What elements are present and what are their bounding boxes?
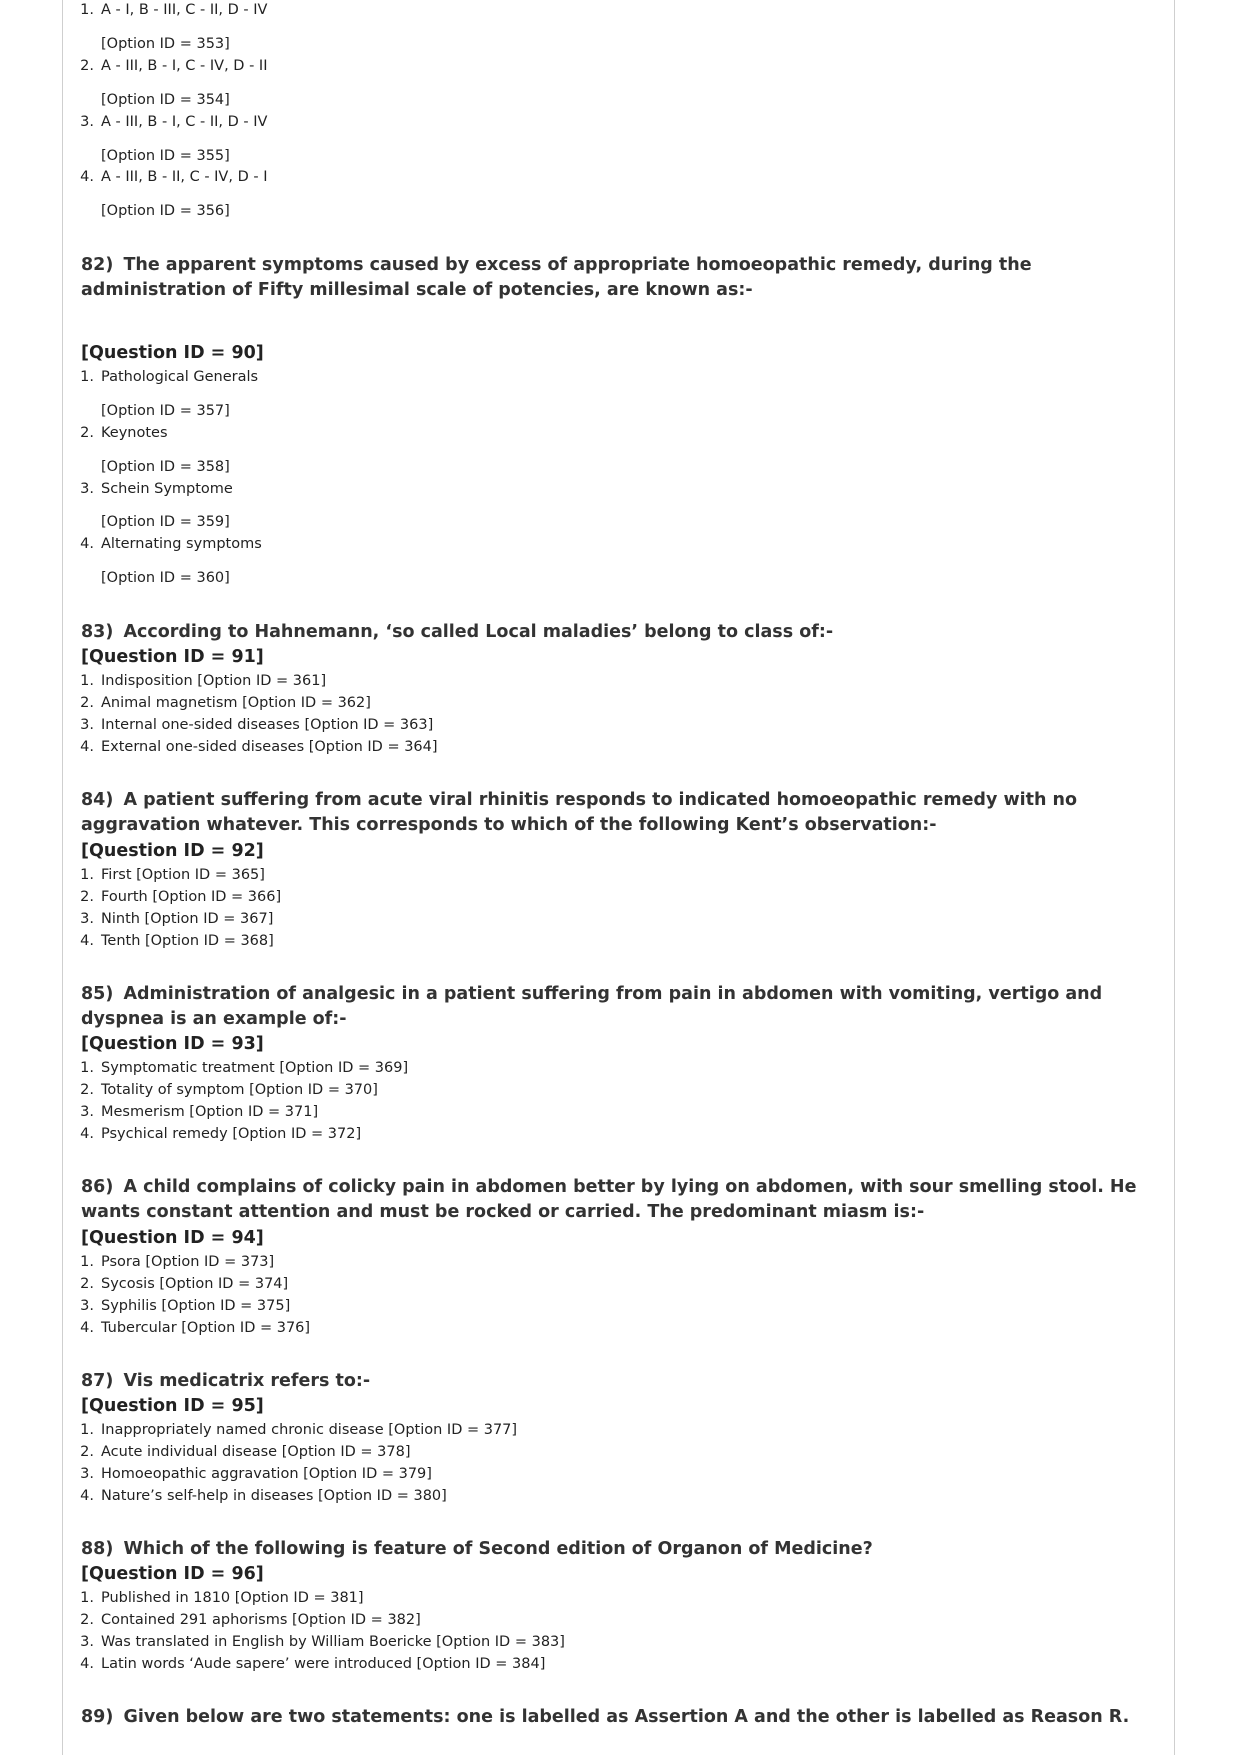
option-item: 3. Was translated in English by William Boericke [Option ID = 383] (80, 1634, 565, 1650)
question-id: [Question ID = 95] (81, 1396, 264, 1416)
option-id: [Option ID = 360] (101, 570, 230, 586)
question-text: 82) The apparent symptoms caused by excess of appropriate homoeopathic remedy, during the administration of Fifty millesimal scale of potencies, are known as:- (81, 255, 1032, 300)
option-id: [Option ID = 359] (101, 514, 230, 530)
option-item: 4. Psychical remedy [Option ID = 372] (80, 1126, 362, 1142)
question-text: 86) A child complains of colicky pain in abdomen better by lying on abdomen, with sour smelling stool. He wants constant attention and must be rocked or carried. The predominant miasm is:- (81, 1177, 1137, 1222)
option-item: 3. Internal one-sided diseases [Option ID = 363] (80, 717, 434, 733)
question-text: 89) Given below are two statements: one is labelled as Assertion A and the other is labelled as Reason R. (81, 1707, 1130, 1727)
question-id: [Question ID = 94] (81, 1228, 264, 1248)
option-item: 3. Syphilis [Option ID = 375] (80, 1298, 291, 1314)
question-id: [Question ID = 90] (81, 343, 264, 363)
question-text: 88) Which of the following is feature of Second edition of Organon of Medicine? (81, 1539, 873, 1559)
question-id: [Question ID = 96] (81, 1564, 264, 1584)
option-item: 4. Alternating symptoms (80, 536, 262, 552)
option-item: 2. A - III, B - I, C - IV, D - II (80, 58, 268, 74)
option-id: [Option ID = 354] (101, 92, 230, 108)
question-text: 83) According to Hahnemann, ‘so called Local maladies’ belong to class of:- (81, 622, 834, 642)
question-text: 87) Vis medicatrix refers to:- (81, 1371, 371, 1391)
option-item: 2. Keynotes (80, 425, 168, 441)
option-item: 4. A - III, B - II, C - IV, D - I (80, 169, 268, 185)
question-text: 85) Administration of analgesic in a patient suffering from pain in abdomen with vomiting, vertigo and dyspnea is an example of:- (81, 984, 1103, 1029)
option-item: 1. A - I, B - III, C - II, D - IV (80, 2, 268, 18)
option-item: 1. Inappropriately named chronic disease [Option ID = 377] (80, 1422, 518, 1438)
option-item: 2. Acute individual disease [Option ID = 378] (80, 1444, 411, 1460)
option-item: 2. Fourth [Option ID = 366] (80, 889, 282, 905)
option-item: 1. Symptomatic treatment [Option ID = 369] (80, 1060, 409, 1076)
option-item: 2. Contained 291 aphorisms [Option ID = 382] (80, 1612, 421, 1628)
option-item: 4. Tenth [Option ID = 368] (80, 933, 274, 949)
option-item: 1. First [Option ID = 365] (80, 867, 265, 883)
option-id: [Option ID = 358] (101, 459, 230, 475)
option-item: 1. Pathological Generals (80, 369, 259, 385)
option-item: 1. Psora [Option ID = 373] (80, 1254, 275, 1270)
option-item: 4. Latin words ‘Aude sapere’ were introduced [Option ID = 384] (80, 1656, 546, 1672)
question-id: [Question ID = 92] (81, 841, 264, 861)
option-item: 2. Sycosis [Option ID = 374] (80, 1276, 289, 1292)
option-item: 3. Homoeopathic aggravation [Option ID = 379] (80, 1466, 432, 1482)
option-id: [Option ID = 355] (101, 148, 230, 164)
option-item: 2. Totality of symptom [Option ID = 370] (80, 1082, 378, 1098)
question-text: 84) A patient suffering from acute viral rhinitis responds to indicated homoeopathic remedy with no aggravation whatever. This corresponds to which of the following Kent’s observation:- (81, 790, 1078, 835)
question-id: [Question ID = 91] (81, 647, 264, 667)
option-item: 3. Schein Symptome (80, 481, 233, 497)
option-item: 3. Ninth [Option ID = 367] (80, 911, 274, 927)
option-id: [Option ID = 353] (101, 36, 230, 52)
option-item: 4. Tubercular [Option ID = 376] (80, 1320, 311, 1336)
question-id: [Question ID = 93] (81, 1034, 264, 1054)
option-item: 2. Animal magnetism [Option ID = 362] (80, 695, 371, 711)
option-item: 4. External one-sided diseases [Option ID = 364] (80, 739, 438, 755)
option-item: 4. Nature’s self-help in diseases [Option ID = 380] (80, 1488, 447, 1504)
option-item: 3. A - III, B - I, C - II, D - IV (80, 114, 268, 130)
option-item: 1. Indisposition [Option ID = 361] (80, 673, 327, 689)
option-item: 3. Mesmerism [Option ID = 371] (80, 1104, 319, 1120)
option-item: 1. Published in 1810 [Option ID = 381] (80, 1590, 364, 1606)
option-id: [Option ID = 356] (101, 203, 230, 219)
option-id: [Option ID = 357] (101, 403, 230, 419)
